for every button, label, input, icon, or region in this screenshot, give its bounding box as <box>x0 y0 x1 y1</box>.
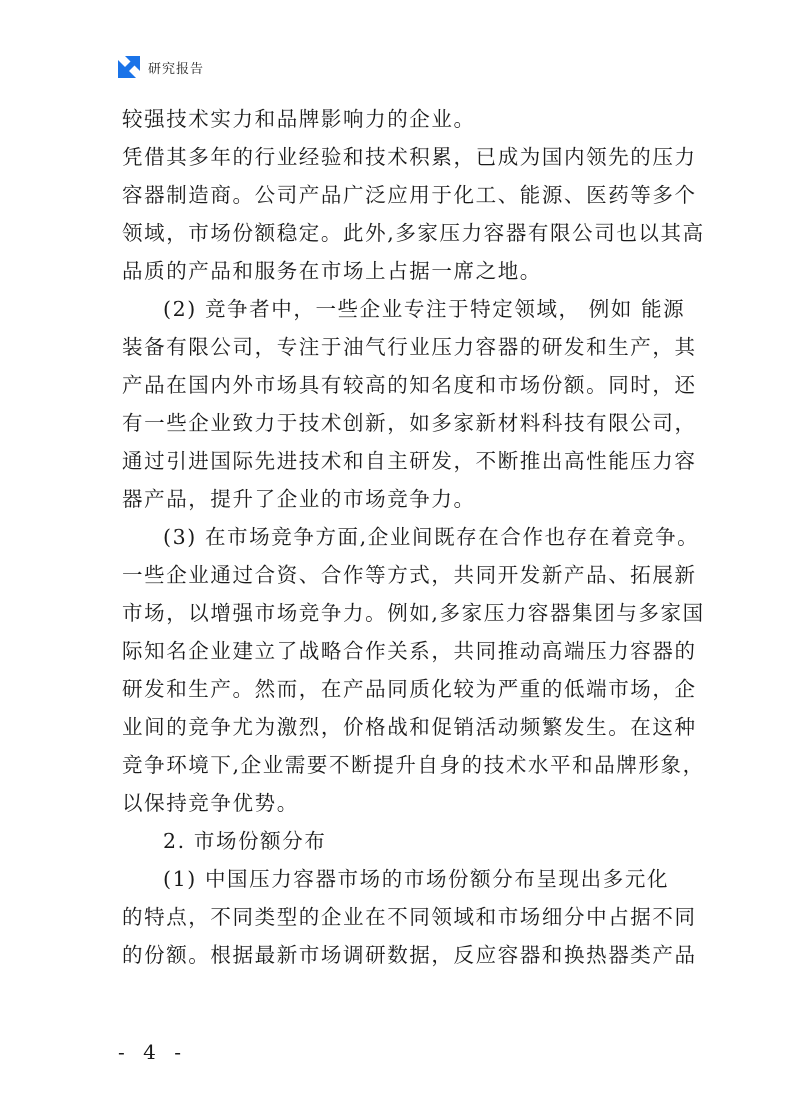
text-line: (3) 在市场竞争方面,企业间既存在合作也存在着竞争。 <box>163 525 700 549</box>
text-line: 通过引进国际先进技术和自主研发，不断推出高性能压力容 <box>122 449 697 473</box>
text-line: 产品在国内外市场具有较高的知名度和市场份额。同时，还 <box>122 373 697 397</box>
text-line: 领域，市场份额稳定。此外,多家压力容器有限公司也以其高 <box>122 221 705 245</box>
text-line: 一些企业通过合资、合作等方式，共同开发新产品、拓展新 <box>122 563 697 587</box>
text-line: (1) 中国压力容器市场的市场份额分布呈现出多元化 <box>163 867 670 891</box>
text-line: 装备有限公司，专注于油气行业压力容器的研发和生产，其 <box>122 335 697 359</box>
text-line: 有一些企业致力于技术创新，如多家新材料科技有限公司， <box>122 411 697 435</box>
page-number: - 4 - <box>118 1040 187 1064</box>
text-line: 容器制造商。公司产品广泛应用于化工、能源、医药等多个 <box>122 183 697 207</box>
text-line: 器产品，提升了企业的市场竞争力。 <box>122 487 476 511</box>
text-line: 品质的产品和服务在市场上占据一席之地。 <box>122 259 542 283</box>
document-body <box>122 100 705 974</box>
text-line: 市场，以增强市场竞争力。例如,多家压力容器集团与多家国 <box>122 601 705 625</box>
paragraph <box>122 138 705 290</box>
text-line: 际知名企业建立了战略合作关系，共同推动高端压力容器的 <box>122 639 697 663</box>
text-line: 以保持竞争优势。 <box>122 791 299 815</box>
paragraph <box>122 290 697 518</box>
text-line: 的份额。根据最新市场调研数据，反应容器和换热器类产品 <box>122 943 697 967</box>
text-line: 较强技术实力和品牌影响力的企业。 <box>122 107 476 131</box>
text-line: 2. 市场份额分布 <box>163 829 327 853</box>
paragraph <box>122 100 678 138</box>
paragraph <box>122 518 705 822</box>
report-header <box>118 56 204 78</box>
text-line: (2) 竞争者中，一些企业专注于特定领域， 例如 能源 <box>163 297 686 321</box>
text-line: 凭借其多年的行业经验和技术积累，已成为国内领先的压力 <box>122 145 697 169</box>
paragraph <box>122 860 697 974</box>
section-heading <box>122 822 678 860</box>
arrow-logo-icon <box>118 56 140 78</box>
header-label: 研究报告 <box>148 61 205 77</box>
text-line: 业间的竞争尤为激烈，价格战和促销活动频繁发生。在这种 <box>122 715 697 739</box>
text-line: 竞争环境下,企业需要不断提升自身的技术水平和品牌形象， <box>122 753 705 777</box>
text-line: 研发和生产。然而，在产品同质化较为严重的低端市场，企 <box>122 677 697 701</box>
text-line: 的特点，不同类型的企业在不同领域和市场细分中占据不同 <box>122 905 697 929</box>
